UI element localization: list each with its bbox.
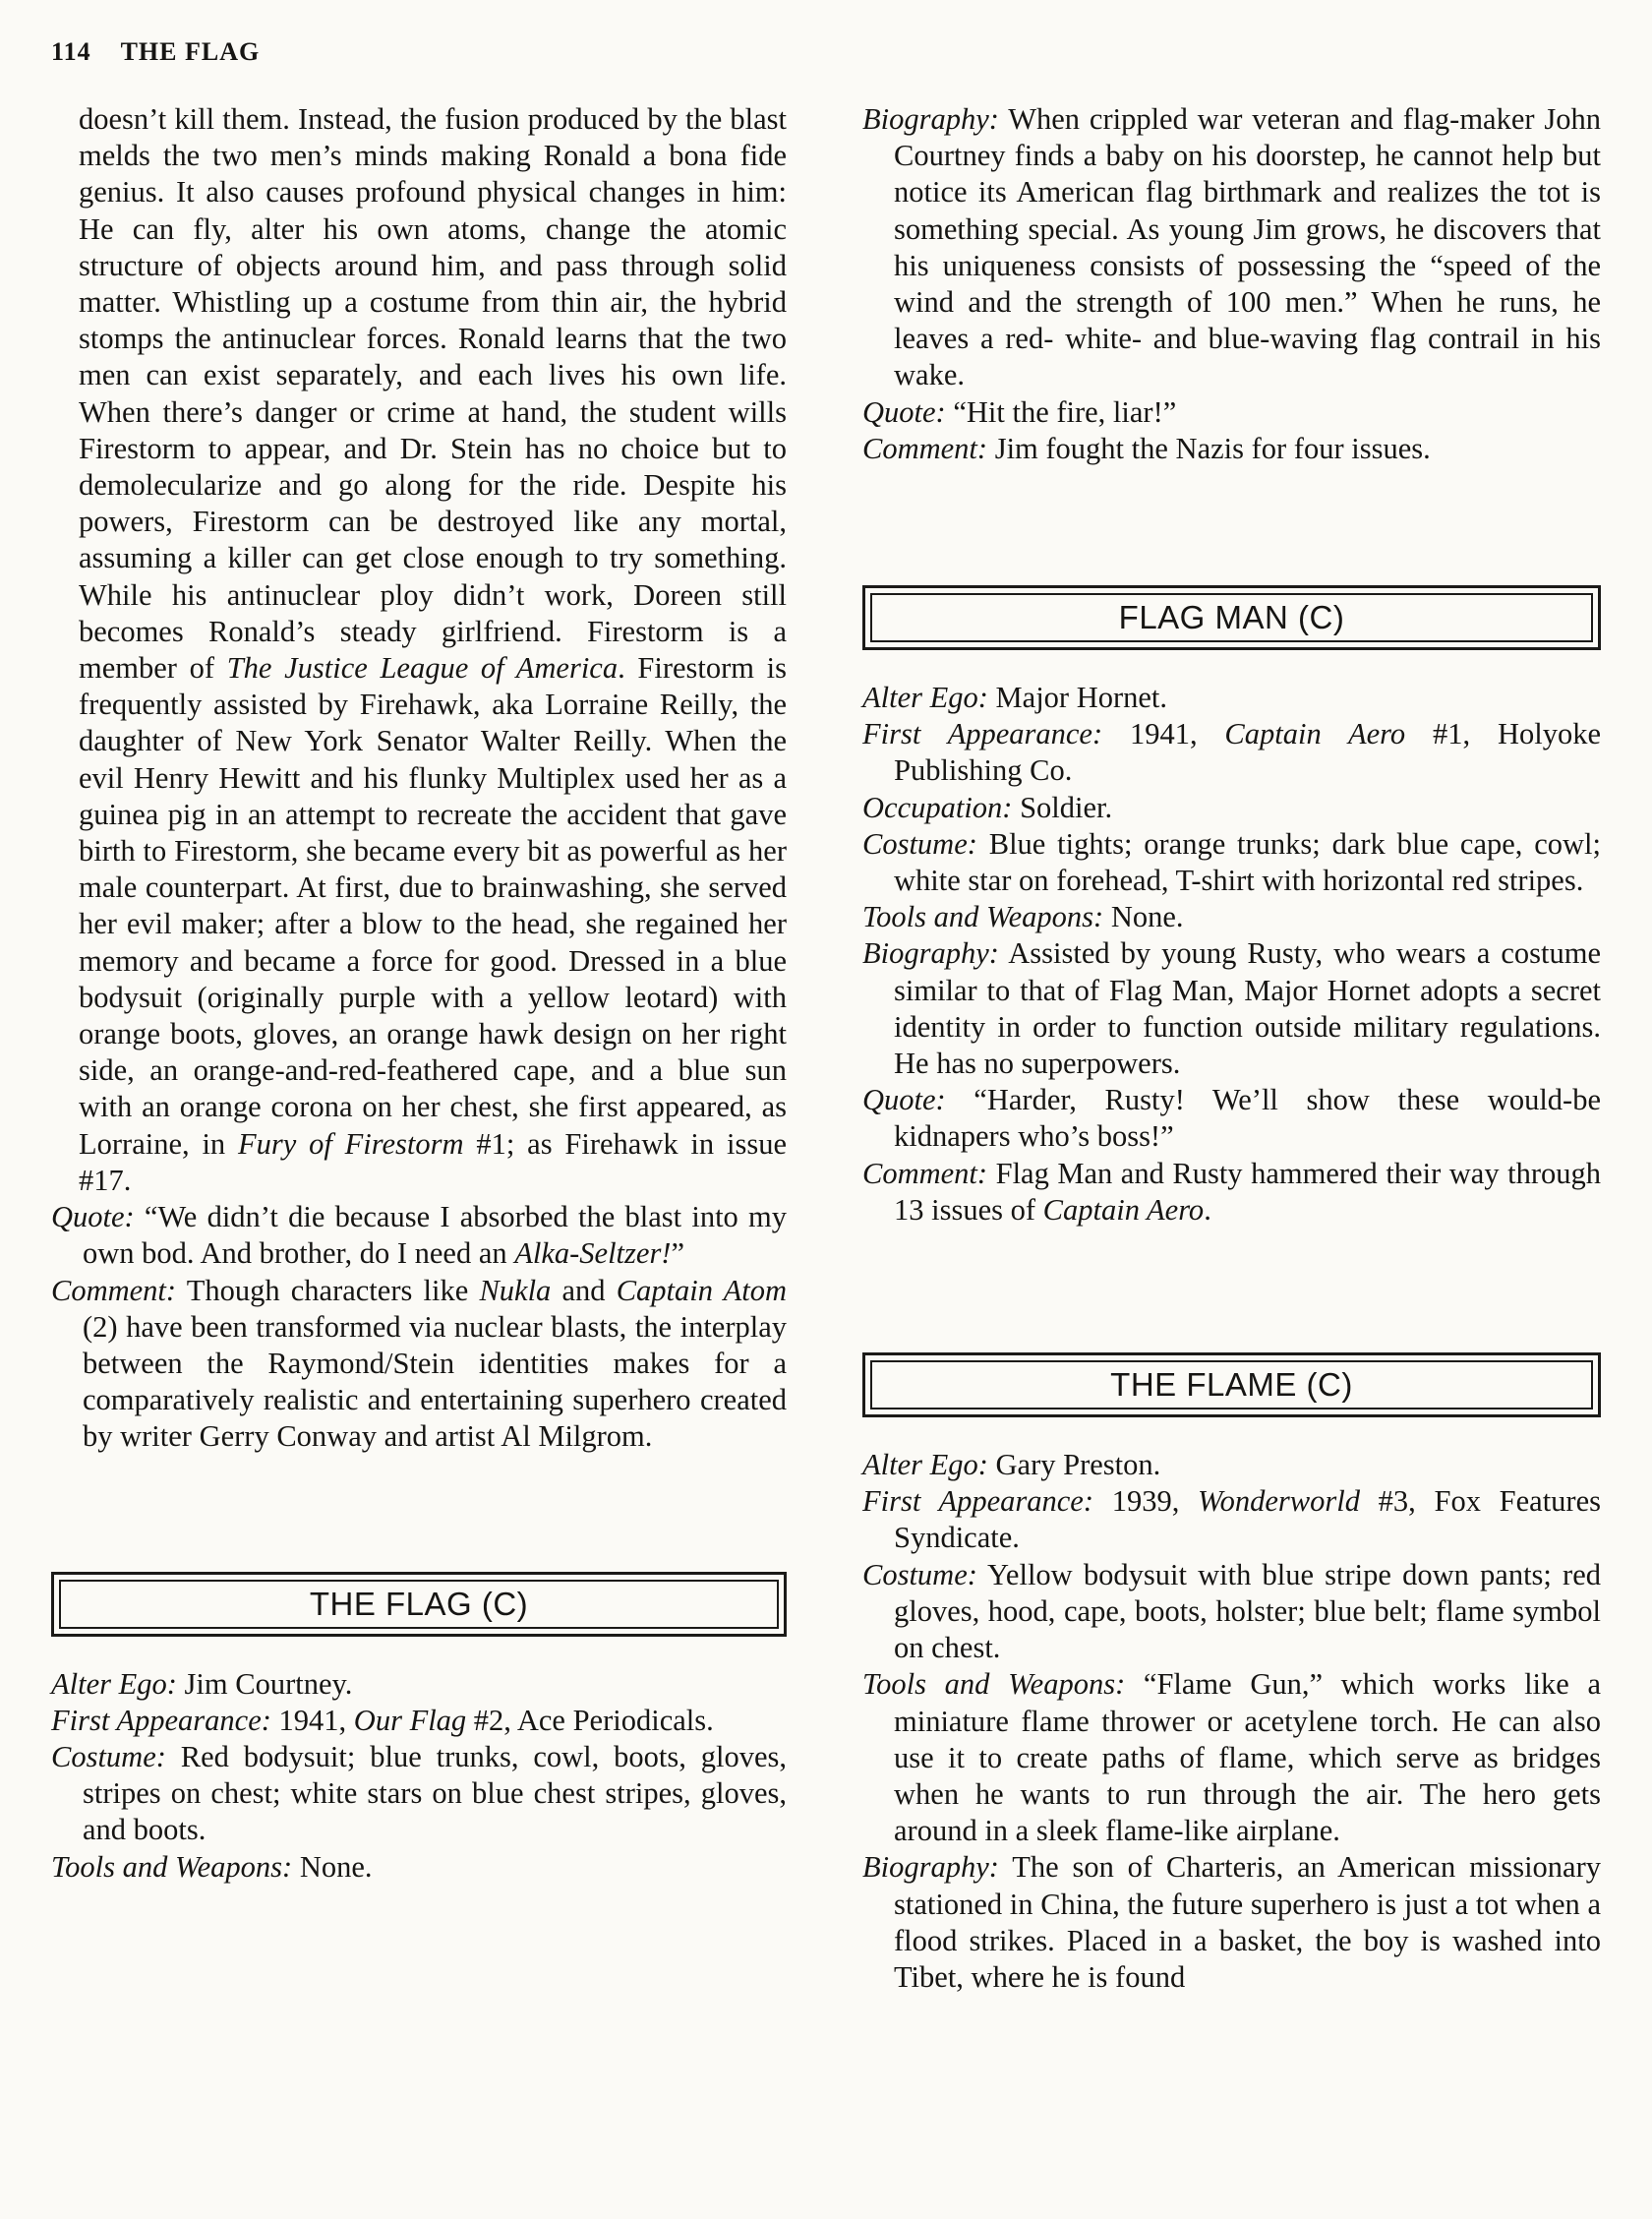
flag-man-heading-box	[862, 585, 1601, 650]
the-flag-heading-box	[51, 1572, 787, 1637]
flame-costume: Costume: Yellow bodysuit with blue stripe down pants; red gloves, hood, cape, boots, holster; blue belt; flame symbol on chest.	[862, 1557, 1601, 1665]
flag-man-comment: Comment: Flag Man and Rusty hammered their way through 13 issues of Captain Aero.	[862, 1156, 1601, 1227]
flame-biography: Biography: The son of Charteris, an American missionary stationed in China, the future superhero is just a tot when a flood strikes. Placed in a basket, the boy is washed into Tibet, where he is found	[862, 1850, 1601, 1994]
flag-first-appearance: First Appearance: 1941, Our Flag #2, Ace Periodicals.	[51, 1703, 714, 1737]
the-flag-heading: THE FLAG (C)	[59, 1580, 779, 1629]
flame-alter-ego: Alter Ego: Gary Preston.	[862, 1448, 1161, 1482]
jla-title: The Justice League of America	[226, 651, 619, 686]
flag-man-first-appearance: First Appearance: 1941, Captain Aero #1, Holyoke Publishing Co.	[862, 717, 1601, 788]
right-column	[862, 101, 1601, 1996]
flag-man-occupation: Occupation: Soldier.	[862, 790, 1113, 824]
running-head	[51, 37, 260, 67]
left-column	[51, 101, 787, 1886]
running-title: THE FLAG	[120, 37, 261, 66]
page-number: 114	[51, 37, 91, 66]
the-flame-heading-box	[862, 1352, 1601, 1417]
flag-tools: Tools and Weapons: None.	[51, 1849, 373, 1884]
flag-comment: Comment: Jim fought the Nazis for four issues.	[862, 431, 1431, 465]
flag-alter-ego: Alter Ego: Jim Courtney.	[51, 1666, 353, 1701]
fury-title: Fury of Firestorm	[238, 1126, 464, 1161]
firestorm-continued-text: doesn’t kill them. Instead, the fusion produced by the blast melds the two men’s minds making Ronald a bona fide genius. It also causes profound physical changes in him: He can fly, alter his own atoms, change the atomic structure of objects around him, and pass through solid matter. Whistling up a costume from thin air, the hybrid stomps the antinuclear forces. Ronald learns that the two men can exist separately, and each lives his own life. When there’s danger or crime at hand, the student wills Firestorm to appear, and Dr. Stein has no choice but to demolecularize and go along for the ride. Despite his powers, Firestorm can be destroyed like any mortal, assuming a killer can get close enough to try something. While his antinuclear ploy didn’t work, Doreen still becomes Ronald’s steady girlfriend. Firestorm is a member of The Justice League of America. Firestorm is frequently assisted by Firehawk, aka Lorraine Reilly, the daughter of New York Senator Walter Reilly. When the evil Henry Hewitt and his flunky Multiplex used her as a guinea pig in an attempt to recreate the accident that gave birth to Firestorm, she became every bit as powerful as her male counterpart. At first, due to brainwashing, she served her evil maker; after a blow to the head, she regained her memory and became a force for good. Dressed in a blue bodysuit (originally purple with a yellow leotard) with orange boots, gloves, an orange hawk design on her right side, an orange-and-red-feathered cape, and a blue sun with an orange corona on her chest, she first appeared, as Lorraine, in Fury of Firestorm #1; as Firehawk in issue #17.	[79, 102, 788, 1197]
flag-quote: Quote: “Hit the fire, liar!”	[862, 394, 1177, 429]
flag-man-alter-ego: Alter Ego: Major Hornet.	[862, 681, 1168, 715]
flame-first-appearance: First Appearance: 1939, Wonderworld #3, Fox Features Syndicate.	[862, 1484, 1601, 1555]
flag-costume: Costume: Red bodysuit; blue trunks, cowl, boots, gloves, stripes on chest; white stars on blue chest stripes, gloves, and boots.	[51, 1739, 787, 1847]
flag-man-costume: Costume: Blue tights; orange trunks; dark blue cape, cowl; white star on forehead, T-shirt with horizontal red stripes.	[862, 826, 1601, 898]
firestorm-comment: Comment: Though characters like Nukla and Captain Atom (2) have been transformed via nuclear blasts, the interplay between the Raymond/Stein identities makes for a comparatively realistic and entertaining superhero created by writer Gerry Conway and artist Al Milgrom.	[51, 1273, 787, 1454]
the-flame-heading: THE FLAME (C)	[870, 1360, 1593, 1409]
flag-man-quote: Quote: “Harder, Rusty! We’ll show these would-be kidnapers who’s boss!”	[862, 1083, 1601, 1154]
flag-man-heading: FLAG MAN (C)	[870, 593, 1593, 642]
flame-tools: Tools and Weapons: “Flame Gun,” which works like a miniature flame thrower or acetylene torch. He can also use it to create paths of flame, which serve as bridges when he wants to run through the air. The hero gets around in a sleek flame-like airplane.	[862, 1667, 1601, 1848]
flag-man-biography: Biography: Assisted by young Rusty, who wears a costume similar to that of Flag Man, Major Hornet adopts a secret identity in order to function outside military regulations. He has no superpowers.	[862, 936, 1601, 1081]
flag-man-tools: Tools and Weapons: None.	[862, 900, 1184, 934]
flag-biography: Biography: When crippled war veteran and flag-maker John Courtney finds a baby on his doorstep, he cannot help but notice its American flag birthmark and realizes the tot is something special. As young Jim grows, he discovers that his uniqueness consists of possessing the “speed of the wind and the strength of 100 men.” When he runs, he leaves a red- white- and blue-waving flag contrail in his wake.	[862, 102, 1601, 392]
firestorm-quote: Quote: “We didn’t die because I absorbed the blast into my own bod. And brother, do I need an Alka-Seltzer!”	[51, 1200, 787, 1271]
